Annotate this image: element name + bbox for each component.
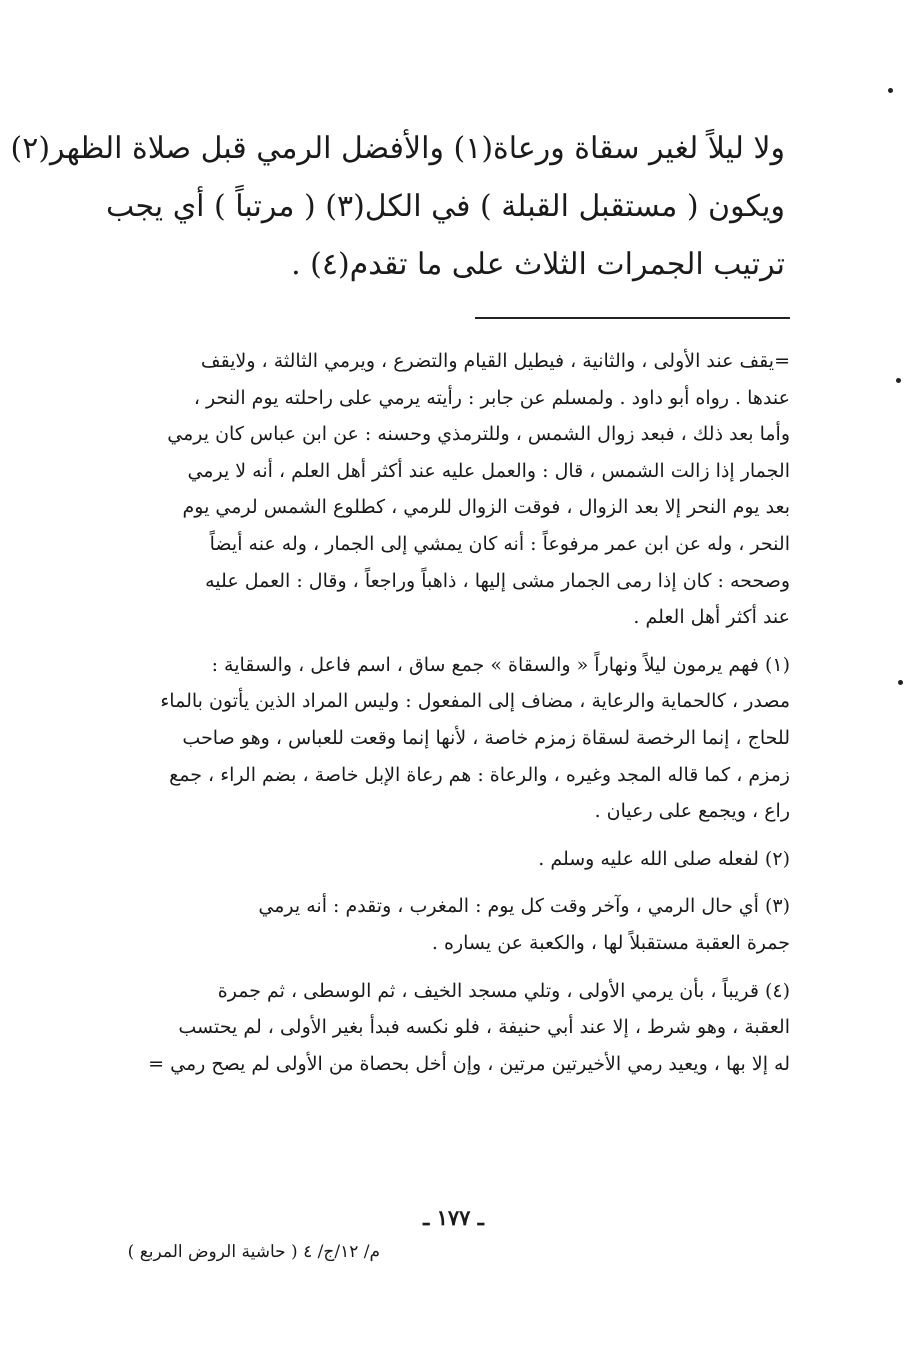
margin-dot: [888, 88, 893, 93]
footnote-line: النحر ، وله عن ابن عمر مرفوعاً : أنه كان يمشي إلى الجمار ، وله عنه أيضاً: [209, 532, 790, 555]
footnote-line: مصدر ، كالحماية والرعاية ، مضاف إلى المفعول : وليس المراد الذين يأتون بالماء: [160, 690, 790, 713]
page-number: ـ ١٧٧ ـ: [423, 1205, 484, 1230]
source-line: م/ ١٢/ج/ ٤ ( حاشية الروض المربع ): [127, 1242, 380, 1262]
margin-dot: [896, 378, 901, 383]
footnote-line: بعد يوم النحر إلا بعد الزوال ، فوقت الزوال للرمي ، كطلوع الشمس لرمي يوم: [182, 496, 790, 519]
footnote-1: [60, 647, 790, 830]
footnote-line: (١) فهم يرمون ليلاً ونهاراً « والسقاة » جمع ساق ، اسم فاعل ، والسقاية :: [211, 653, 790, 676]
footnote-line: وأما بعد ذلك ، فبعد زوال الشمس ، وللترمذي وحسنه : عن ابن عباس كان يرمي: [167, 423, 790, 446]
footnote-line: (٤) قريباً ، بأن يرمي الأولى ، وتلي مسجد الخيف ، ثم الوسطى ، ثم جمرة: [217, 979, 790, 1002]
footnote-line: زمزم ، كما قاله المجد وغيره ، والرعاة : هم رعاة الإبل خاصة ، بضم الراء ، جمع: [169, 763, 790, 786]
main-text-line: ولا ليلاً لغير سقاة ورعاة(١) والأفضل الرمي قبل صلاة الظهر(٢): [10, 131, 785, 166]
footnote-separator: [475, 317, 790, 319]
main-text-line: ترتيب الجمرات الثلاث على ما تقدم(٤) .: [291, 247, 785, 282]
main-text: [10, 120, 785, 294]
footnote-line: (٢) لفعله صلى الله عليه وسلم .: [538, 847, 790, 870]
footnote-4: [60, 973, 790, 1083]
footnote-line: وصححه : كان إذا رمى الجمار مشى إليها ، ذاهباً وراجعاً ، وقال : العمل عليه: [205, 569, 790, 592]
footnote-line: العقبة ، وهو شرط ، إلا عند أبي حنيفة ، فلو نكسه فبدأ بغير الأولى ، لم يحتسب: [178, 1016, 790, 1039]
footnote-line: الجمار إذا زالت الشمس ، قال : والعمل عليه عند أكثر أهل العلم ، أنه لا يرمي: [187, 459, 790, 482]
main-text-line: ويكون ( مستقبل القبلة ) في الكل(٣) ( مرتباً ) أي يجب: [105, 189, 785, 224]
footnote-line: للحاج ، إنما الرخصة لسقاة زمزم خاصة ، لأنها إنما وقعت للعباس ، وهو صاحب: [182, 726, 790, 749]
footnotes: [60, 343, 790, 1093]
footnote-line: جمرة العقبة مستقبلاً لها ، والكعبة عن يساره .: [431, 931, 790, 954]
margin-dot: [898, 680, 903, 685]
footnote-line: عند أكثر أهل العلم .: [633, 606, 790, 629]
footnote-2: [60, 841, 790, 878]
footnote-line: له إلا بها ، ويعيد رمي الأخيرتين مرتين ، وإن أخل بحصاة من الأولى لم يصح رمي =: [148, 1052, 790, 1075]
footnote-3: [60, 888, 790, 961]
footnote-continuation: [60, 343, 790, 636]
footnote-line: عندها . رواه أبو داود . ولمسلم عن جابر : رأيته يرمي على راحلته يوم النحر ،: [193, 386, 790, 409]
footnote-line: راع ، ويجمع على رعيان .: [594, 800, 790, 823]
footnote-line: (٣) أي حال الرمي ، وآخر وقت كل يوم : المغرب ، وتقدم : أنه يرمي: [258, 895, 790, 918]
footnote-line: =يقف عند الأولى ، والثانية ، فيطيل القيام والتضرع ، ويرمي الثالثة ، ولايقف: [200, 350, 790, 372]
